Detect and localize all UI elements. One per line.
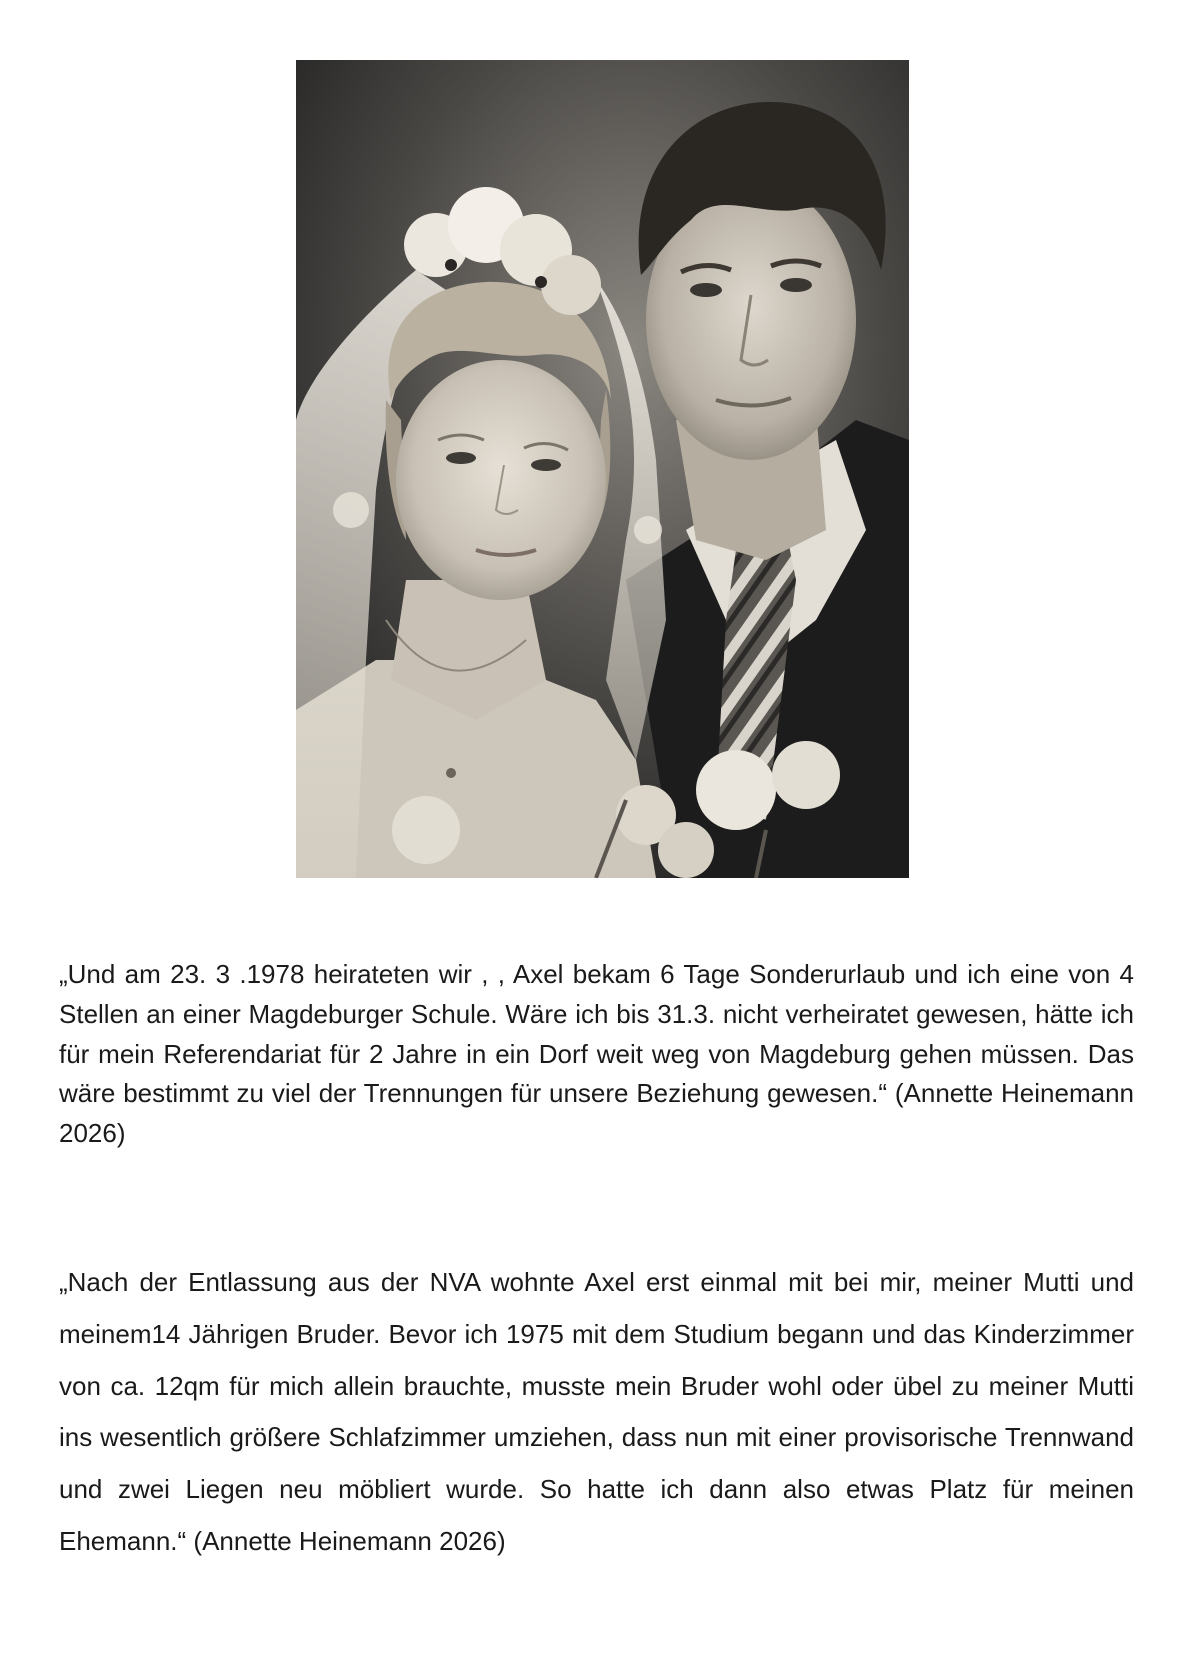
- quote-paragraph: „Und am 23. 3 .1978 heirateten wir , , Axel bekam 6 Tage Sonderurlaub und ich eine von 4 Stellen an einer Magdeburger Schule. Wäre ich bis 31.3. nicht verheiratet gewesen, hätte ich für mein Referendariat für 2 Jahre in ein Dorf weit weg von Magdeburg gehen müssen. Das wäre bestimmt zu viel der Trennungen für unsere Beziehung gewesen.“ (Annette Heinemann 2026): [59, 959, 1134, 1149]
- wedding-photo: [296, 60, 909, 878]
- wedding-portrait-image: [296, 60, 909, 878]
- quote-paragraph: „Nach der Entlassung aus der NVA wohnte Axel erst einmal mit bei mir, meiner Mutti und meinem14 Jährigen Bruder. Bevor ich 1975 mit dem Studium begann und das Kinderzimmer von ca. 12qm für mich allein brauchte, musste mein Bruder wohl oder übel zu meiner Mutti ins wesentlich größere Schlafzimmer umziehen, dass nun mit einer provisorische Trennwand und zwei Liegen neu möbliert wurde. So hatte ich dann also etwas Platz für meinen Ehemann.“ (Annette Heinemann 2026): [59, 1267, 1134, 1556]
